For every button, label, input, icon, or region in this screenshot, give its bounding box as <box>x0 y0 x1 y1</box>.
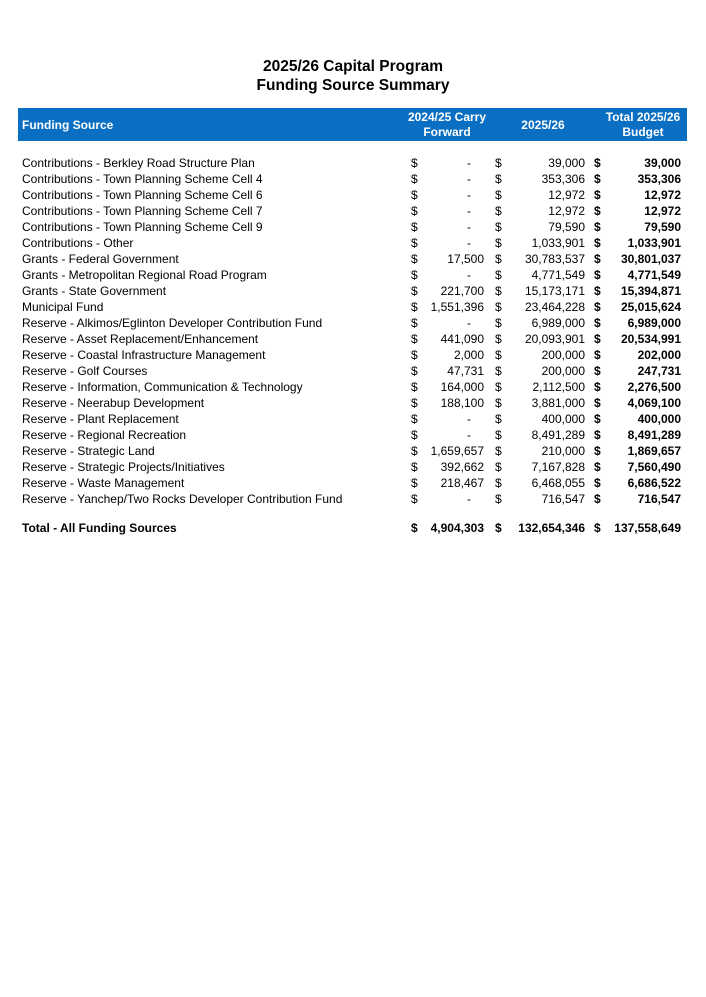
total-total: 137,558,649 <box>614 521 681 535</box>
total-cell: 202,000 <box>637 348 681 362</box>
currency-symbol: $ <box>495 476 502 490</box>
total-cell: 6,686,522 <box>627 476 681 490</box>
currency-symbol: $ <box>594 300 601 314</box>
source-cell: Reserve - Information, Communication & Technology <box>22 380 303 394</box>
currency-symbol: $ <box>411 364 418 378</box>
table-row <box>0 187 706 203</box>
year-cell: 6,468,055 <box>531 476 585 490</box>
currency-symbol: $ <box>594 412 601 426</box>
carry-cell: - <box>467 412 471 426</box>
currency-symbol: $ <box>594 316 601 330</box>
title-line-1: 2025/26 Capital Program <box>262 58 444 75</box>
total-carry: 4,904,303 <box>430 521 484 535</box>
total-cell: 79,590 <box>644 220 681 234</box>
carry-cell: 47,731 <box>447 364 484 378</box>
source-cell: Contributions - Town Planning Scheme Cell 9 <box>22 220 263 234</box>
table-row <box>0 331 706 347</box>
currency-symbol: $ <box>594 521 601 535</box>
source-cell: Reserve - Asset Replacement/Enhancement <box>22 332 259 346</box>
total-label: Total - All Funding Sources <box>22 521 177 535</box>
table-row <box>0 411 706 427</box>
year-cell: 353,306 <box>541 172 585 186</box>
total-cell: 12,972 <box>644 188 681 202</box>
currency-symbol: $ <box>495 252 502 266</box>
total-cell: 4,771,549 <box>627 268 681 282</box>
currency-symbol: $ <box>411 348 418 362</box>
total-cell: 15,394,871 <box>620 284 681 298</box>
currency-symbol: $ <box>495 348 502 362</box>
table-row <box>0 155 706 171</box>
total-cell: 2,276,500 <box>627 380 681 394</box>
year-cell: 200,000 <box>541 348 585 362</box>
page-title <box>0 57 706 95</box>
carry-cell: - <box>467 188 471 202</box>
currency-symbol: $ <box>411 268 418 282</box>
currency-symbol: $ <box>411 172 418 186</box>
currency-symbol: $ <box>411 396 418 410</box>
currency-symbol: $ <box>495 444 502 458</box>
carry-cell: - <box>467 492 471 506</box>
currency-symbol: $ <box>411 444 418 458</box>
year-cell: 12,972 <box>548 204 585 218</box>
total-cell: 4,069,100 <box>627 396 681 410</box>
currency-symbol: $ <box>411 460 418 474</box>
source-cell: Reserve - Neerabup Development <box>22 396 205 410</box>
year-cell: 4,771,549 <box>531 268 585 282</box>
year-cell: 200,000 <box>541 364 585 378</box>
currency-symbol: $ <box>411 332 418 346</box>
header-year: 2025/26 <box>521 118 565 132</box>
table-row <box>0 283 706 299</box>
currency-symbol: $ <box>411 492 418 506</box>
source-cell: Contributions - Berkley Road Structure Plan <box>22 156 255 170</box>
year-cell: 6,989,000 <box>531 316 585 330</box>
source-cell: Reserve - Alkimos/Eglinton Developer Contribution Fund <box>22 316 323 330</box>
currency-symbol: $ <box>594 460 601 474</box>
currency-symbol: $ <box>495 316 502 330</box>
carry-cell: 441,090 <box>440 332 484 346</box>
table-row <box>0 171 706 187</box>
source-cell: Reserve - Waste Management <box>22 476 185 490</box>
currency-symbol: $ <box>495 220 502 234</box>
source-cell: Grants - Federal Government <box>22 252 179 266</box>
currency-symbol: $ <box>411 380 418 394</box>
year-cell: 7,167,828 <box>531 460 585 474</box>
currency-symbol: $ <box>594 188 601 202</box>
currency-symbol: $ <box>411 252 418 266</box>
carry-cell: - <box>467 172 471 186</box>
currency-symbol: $ <box>495 428 502 442</box>
year-cell: 12,972 <box>548 188 585 202</box>
currency-symbol: $ <box>495 236 502 250</box>
total-cell: 39,000 <box>644 156 681 170</box>
currency-symbol: $ <box>594 252 601 266</box>
currency-symbol: $ <box>495 460 502 474</box>
currency-symbol: $ <box>594 156 601 170</box>
currency-symbol: $ <box>495 332 502 346</box>
table-row <box>0 203 706 219</box>
total-cell: 8,491,289 <box>627 428 681 442</box>
total-year: 132,654,346 <box>518 521 585 535</box>
carry-cell: - <box>467 428 471 442</box>
currency-symbol: $ <box>411 428 418 442</box>
currency-symbol: $ <box>594 492 601 506</box>
total-row <box>0 520 706 536</box>
currency-symbol: $ <box>411 236 418 250</box>
total-cell: 400,000 <box>637 412 681 426</box>
year-cell: 39,000 <box>548 156 585 170</box>
year-cell: 400,000 <box>541 412 585 426</box>
currency-symbol: $ <box>495 412 502 426</box>
currency-symbol: $ <box>411 316 418 330</box>
table-row <box>0 251 706 267</box>
currency-symbol: $ <box>594 332 601 346</box>
header-carry-line-2: Forward <box>423 125 471 139</box>
currency-symbol: $ <box>594 364 601 378</box>
header-carry-line-1: 2024/25 Carry <box>407 110 487 124</box>
year-cell: 8,491,289 <box>531 428 585 442</box>
source-cell: Contributions - Town Planning Scheme Cell 4 <box>22 172 263 186</box>
total-cell: 716,547 <box>637 492 681 506</box>
currency-symbol: $ <box>594 396 601 410</box>
source-cell: Contributions - Town Planning Scheme Cell 7 <box>22 204 263 218</box>
total-cell: 20,534,991 <box>620 332 681 346</box>
year-cell: 23,464,228 <box>524 300 585 314</box>
carry-cell: 392,662 <box>440 460 484 474</box>
currency-symbol: $ <box>594 220 601 234</box>
header-carry-forward <box>403 110 491 140</box>
table-row <box>0 379 706 395</box>
year-cell: 30,783,537 <box>524 252 585 266</box>
source-cell: Reserve - Yanchep/Two Rocks Developer Contribution Fund <box>22 492 343 506</box>
total-cell: 247,731 <box>637 364 681 378</box>
currency-symbol: $ <box>411 204 418 218</box>
carry-cell: - <box>467 316 471 330</box>
currency-symbol: $ <box>594 444 601 458</box>
table-row <box>0 299 706 315</box>
carry-cell: - <box>467 268 471 282</box>
carry-cell: 218,467 <box>440 476 484 490</box>
source-cell: Reserve - Plant Replacement <box>22 412 179 426</box>
currency-symbol: $ <box>594 268 601 282</box>
table-row <box>0 235 706 251</box>
currency-symbol: $ <box>495 521 502 535</box>
currency-symbol: $ <box>495 204 502 218</box>
source-cell: Contributions - Other <box>22 236 134 250</box>
currency-symbol: $ <box>594 348 601 362</box>
carry-cell: - <box>467 204 471 218</box>
currency-symbol: $ <box>495 492 502 506</box>
currency-symbol: $ <box>594 476 601 490</box>
currency-symbol: $ <box>411 220 418 234</box>
currency-symbol: $ <box>411 284 418 298</box>
currency-symbol: $ <box>495 172 502 186</box>
carry-cell: - <box>467 156 471 170</box>
year-cell: 1,033,901 <box>531 236 585 250</box>
carry-cell: 188,100 <box>440 396 484 410</box>
carry-cell: 2,000 <box>453 348 484 362</box>
source-cell: Municipal Fund <box>22 300 104 314</box>
total-cell: 1,869,657 <box>627 444 681 458</box>
source-cell: Reserve - Strategic Land <box>22 444 155 458</box>
carry-cell: 1,551,396 <box>430 300 484 314</box>
table-row <box>0 363 706 379</box>
year-cell: 15,173,171 <box>524 284 585 298</box>
table-row <box>0 427 706 443</box>
currency-symbol: $ <box>495 300 502 314</box>
currency-symbol: $ <box>411 521 418 535</box>
header-total-line-1: Total 2025/26 <box>605 110 681 124</box>
currency-symbol: $ <box>594 380 601 394</box>
carry-cell: - <box>467 236 471 250</box>
carry-cell: 164,000 <box>440 380 484 394</box>
title-line-2: Funding Source Summary <box>256 77 450 94</box>
currency-symbol: $ <box>495 156 502 170</box>
carry-cell: 221,700 <box>440 284 484 298</box>
source-cell: Contributions - Town Planning Scheme Cell 6 <box>22 188 263 202</box>
currency-symbol: $ <box>594 236 601 250</box>
total-cell: 12,972 <box>644 204 681 218</box>
currency-symbol: $ <box>411 188 418 202</box>
source-cell: Grants - State Government <box>22 284 167 298</box>
total-cell: 1,033,901 <box>627 236 681 250</box>
table-row <box>0 347 706 363</box>
header-total-line-2: Budget <box>622 125 664 139</box>
total-cell: 353,306 <box>637 172 681 186</box>
carry-cell: - <box>467 220 471 234</box>
table-row <box>0 315 706 331</box>
year-cell: 2,112,500 <box>532 380 585 394</box>
year-cell: 716,547 <box>541 492 585 506</box>
total-cell: 25,015,624 <box>620 300 681 314</box>
table-row <box>0 219 706 235</box>
total-cell: 7,560,490 <box>627 460 681 474</box>
currency-symbol: $ <box>495 380 502 394</box>
table-row <box>0 491 706 507</box>
table-row <box>0 443 706 459</box>
currency-symbol: $ <box>495 364 502 378</box>
table-row <box>0 459 706 475</box>
year-cell: 79,590 <box>548 220 585 234</box>
currency-symbol: $ <box>495 396 502 410</box>
source-cell: Reserve - Strategic Projects/Initiatives <box>22 460 225 474</box>
year-cell: 3,881,000 <box>531 396 585 410</box>
table-row <box>0 475 706 491</box>
source-cell: Reserve - Coastal Infrastructure Management <box>22 348 266 362</box>
currency-symbol: $ <box>411 476 418 490</box>
table-row <box>0 267 706 283</box>
currency-symbol: $ <box>495 188 502 202</box>
source-cell: Grants - Metropolitan Regional Road Program <box>22 268 267 282</box>
currency-symbol: $ <box>411 412 418 426</box>
year-cell: 210,000 <box>541 444 585 458</box>
total-cell: 30,801,037 <box>620 252 681 266</box>
currency-symbol: $ <box>495 284 502 298</box>
header-funding-source: Funding Source <box>22 118 114 132</box>
currency-symbol: $ <box>495 268 502 282</box>
total-cell: 6,989,000 <box>627 316 681 330</box>
currency-symbol: $ <box>594 428 601 442</box>
currency-symbol: $ <box>411 300 418 314</box>
currency-symbol: $ <box>594 172 601 186</box>
carry-cell: 17,500 <box>447 252 484 266</box>
source-cell: Reserve - Regional Recreation <box>22 428 187 442</box>
table-row <box>0 395 706 411</box>
currency-symbol: $ <box>594 284 601 298</box>
year-cell: 20,093,901 <box>524 332 585 346</box>
table-header <box>18 108 687 141</box>
currency-symbol: $ <box>594 204 601 218</box>
source-cell: Reserve - Golf Courses <box>22 364 148 378</box>
header-total-budget <box>598 110 688 140</box>
carry-cell: 1,659,657 <box>430 444 484 458</box>
currency-symbol: $ <box>411 156 418 170</box>
